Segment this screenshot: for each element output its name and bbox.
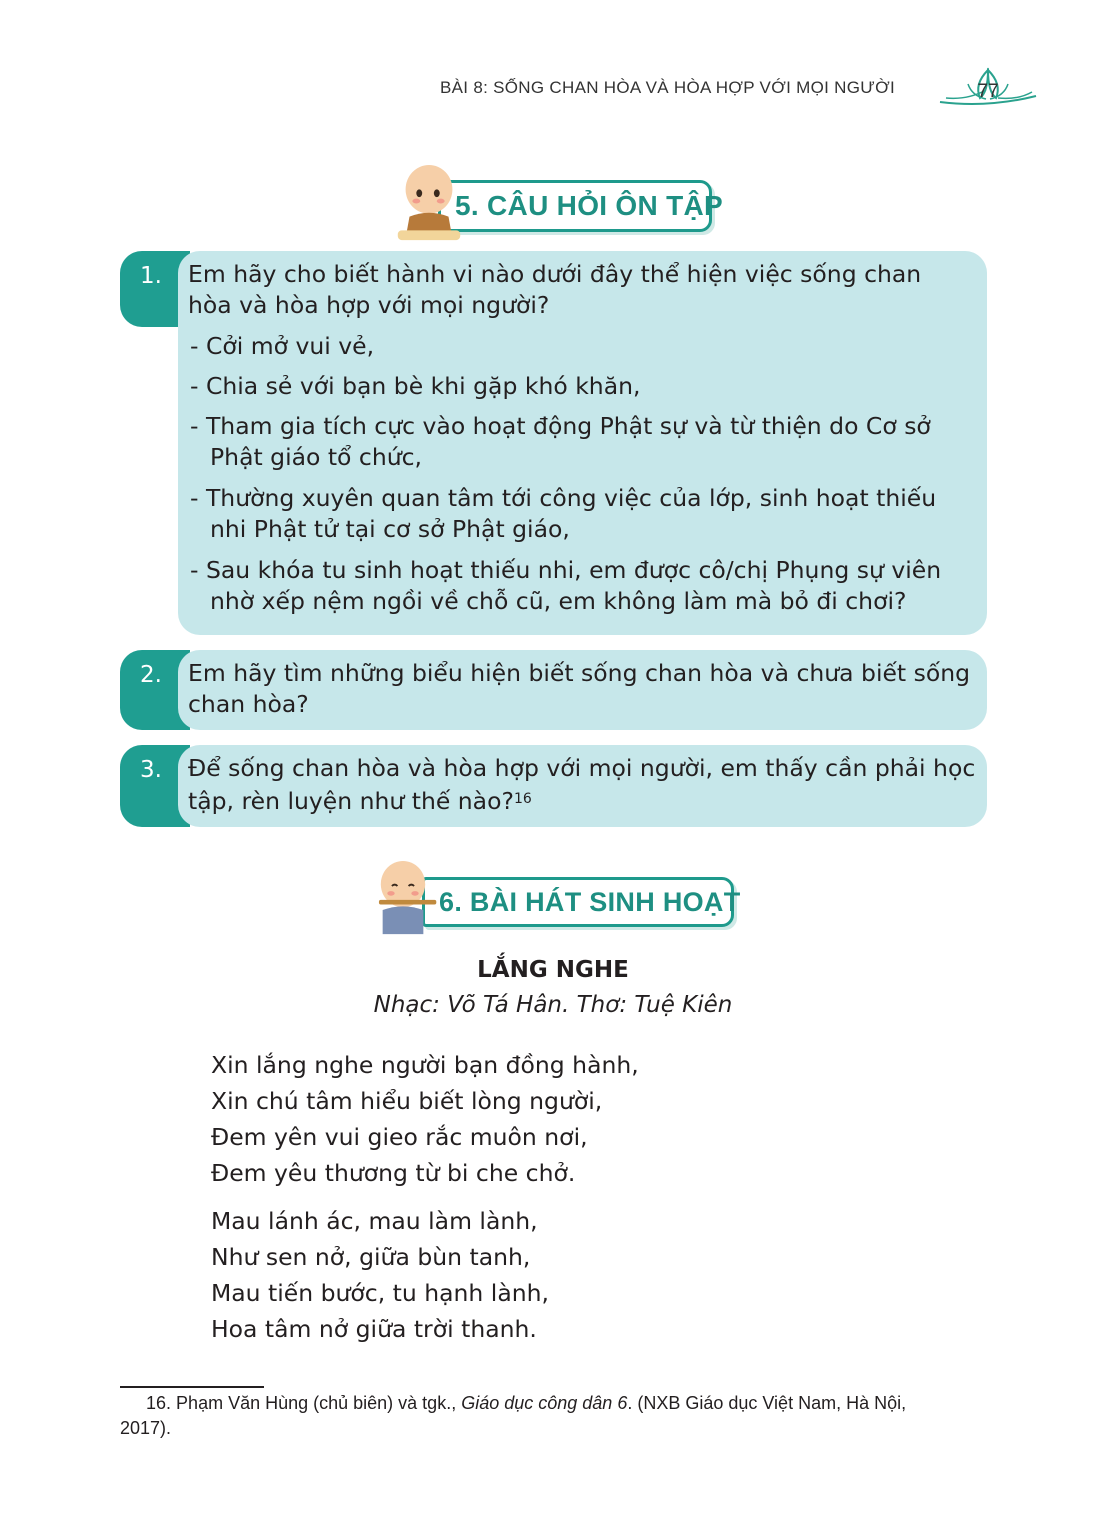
answer-option: - Tham gia tích cực vào hoạt động Phật sự và từ thiện do Cơ sở [190,412,931,440]
verse-line: Hoa tâm nở giữa trời thanh. [211,1315,537,1343]
banner-frame [438,180,724,232]
verse-line: Mau tiến bước, tu hạnh lành, [211,1279,549,1307]
child-monk-flute-icon [366,855,440,941]
footnote-book-title: Giáo dục công dân 6 [461,1393,628,1413]
song-credit: Nhạc: Võ Tá Hân. Thơ: Tuệ Kiên [373,992,733,1018]
question-card-2 [120,650,987,730]
question-card-3 [120,745,987,827]
verse-line: Xin chú tâm hiểu biết lòng người, [211,1087,603,1115]
footnote-divider [120,1386,264,1388]
footnote-line: 2017). [120,1418,172,1438]
child-monk-reading-icon [390,160,468,248]
song-verse-1 [211,1047,639,1191]
question-number: 2. [140,662,162,688]
question-text-line [188,784,975,817]
verse-line: Xin lắng nghe người bạn đồng hành, [211,1051,639,1079]
answer-option-continued: Phật giáo tổ chức, [210,443,423,471]
page-number: 77 [977,81,999,102]
question-text-line: Để sống chan hòa và hòa hợp với mọi người, em thấy cần phải học [188,754,976,782]
footnote [120,1391,990,1441]
question-card-1 [120,251,987,635]
answer-option: - Cởi mở vui vẻ, [190,332,375,360]
section-banner-review [390,160,724,224]
answer-option: - Thường xuyên quan tâm tới công việc của lớp, sinh hoạt thiếu [190,484,937,512]
section-title: 6. BÀI HÁT SINH HOẠT [439,886,741,917]
question-body [178,251,987,635]
footnote-reference[interactable]: 16 [513,791,532,807]
answer-option: - Sau khóa tu sinh hoạt thiếu nhi, em được cô/chị Phụng sự viên [190,556,942,584]
question-text-line: Em hãy tìm những biểu hiện biết sống chan hòa và chưa biết sống [188,659,971,687]
running-header: BÀI 8: SỐNG CHAN HÒA VÀ HÒA HỢP VỚI MỌI NGƯỜI [440,78,895,97]
question-number: 3. [140,757,162,783]
footnote-line [120,1391,990,1416]
answer-option: - Chia sẻ với bạn bè khi gặp khó khăn, [190,372,641,400]
song-title: LẮNG NGHE [477,957,629,983]
answer-option-continued: nhi Phật tử tại cơ sở Phật giáo, [210,515,570,543]
question-body [178,745,987,827]
question-number: 1. [140,263,162,289]
question-text: tập, rèn luyện như thế nào? [188,787,514,815]
footnote-text: . (NXB Giáo dục Việt Nam, Hà Nội, [627,1393,907,1413]
verse-line: Mau lánh ác, mau làm lành, [211,1207,538,1235]
question-text-line: Em hãy cho biết hành vi nào dưới đây thể hiện việc sống chan [188,260,922,288]
section-banner-song [366,855,741,919]
footnote-text: Phạm Văn Hùng (chủ biên) và tgk., [176,1393,462,1413]
verse-line: Đem yêu thương từ bi che chở. [211,1159,576,1187]
section-title: 5. CÂU HỎI ÔN TẬP [455,190,724,221]
banner-frame [422,877,741,927]
footnote-number: 16. [146,1393,172,1413]
verse-line: Như sen nở, giữa bùn tanh, [211,1243,531,1271]
question-text-line: hòa và hòa hợp với mọi người? [188,291,550,319]
answer-option-continued: nhờ xếp nệm ngồi về chỗ cũ, em không làm mà bỏ đi chơi? [210,587,907,615]
song-verse-2 [211,1203,549,1347]
question-text-line: chan hòa? [188,690,309,718]
verse-line: Đem yên vui gieo rắc muôn nơi, [211,1123,588,1151]
question-body [178,650,987,730]
